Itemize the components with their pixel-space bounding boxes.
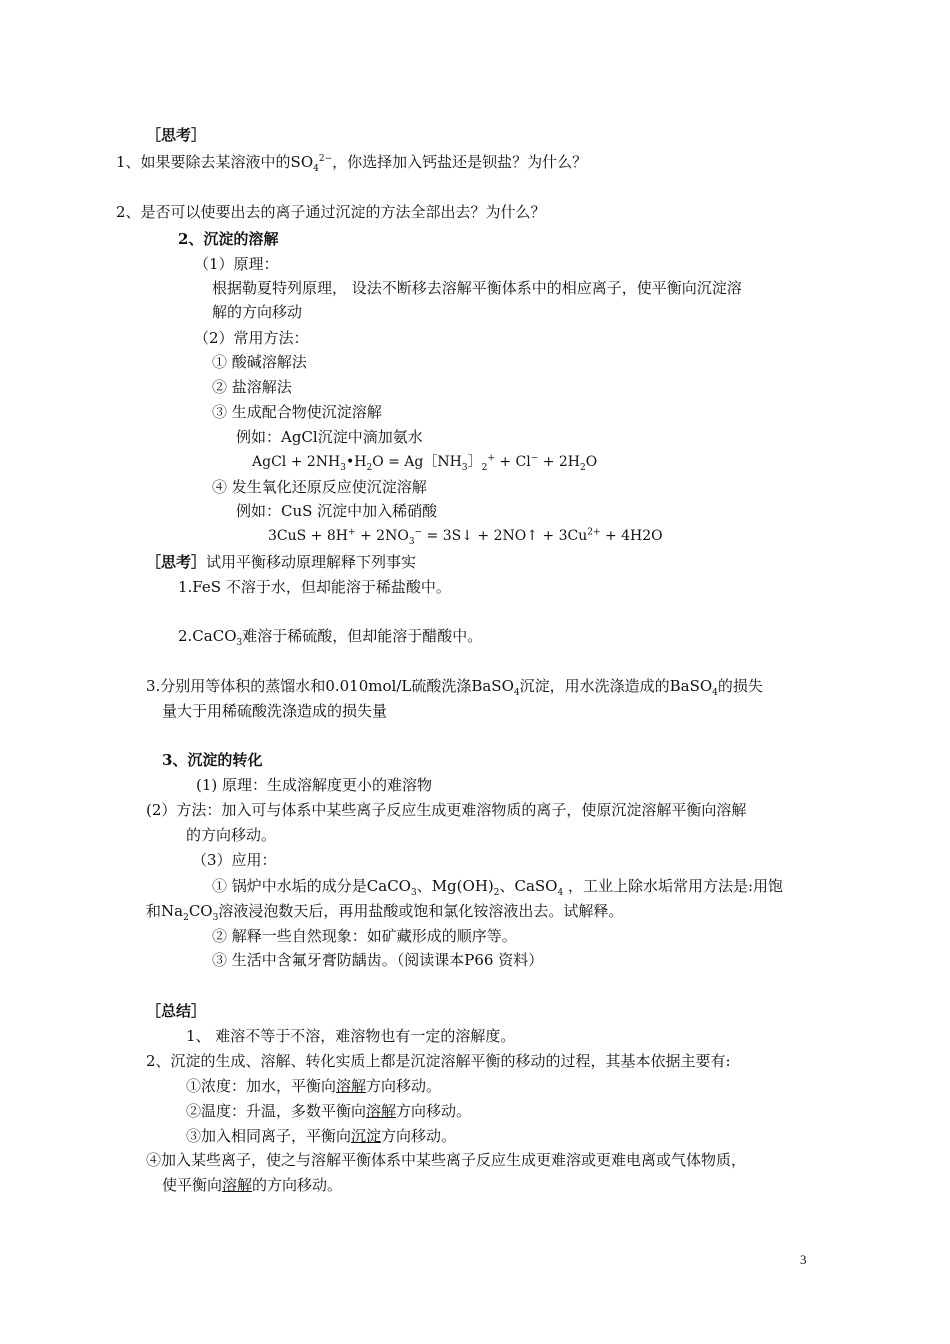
principle-body-1: 根据勒夏特列原理， 设法不断移去溶解平衡体系中的相应离子，使平衡向沉淀溶 bbox=[212, 279, 742, 297]
page-number: 3 bbox=[800, 1252, 807, 1267]
think-2-line: ［思考］试用平衡移动原理解释下列事实 bbox=[146, 553, 417, 571]
summary-common-ion: ③加入相同离子，平衡向沉淀方向移动。 bbox=[186, 1127, 457, 1145]
think-heading-2: ［思考］ bbox=[146, 553, 207, 571]
conversion-method-1: (2）方法：加入可与体系中某些离子反应生成更难溶物质的离子，使原沉淀溶解平衡向溶解 bbox=[146, 801, 747, 819]
methods-label: （2）常用方法： bbox=[194, 329, 309, 347]
principle-body-2: 解的方向移动 bbox=[212, 303, 303, 321]
section-title-conversion: 3、沉淀的转化 bbox=[162, 751, 263, 769]
summary-other-ions: ④加入某些离子，使之与溶解平衡体系中某些离子反应生成更难溶或更难电离或气体物质， bbox=[146, 1151, 747, 1169]
application-1: ① 锅炉中水垢的成分是CaCO$_3$、$Mg(OH)_2$、CaSO$_4$ ，工业上除水垢常用方法是:用饱 bbox=[212, 877, 784, 898]
equation-ammonia: AgCl + $2NH_3•H_2O$ = $Ag[NH_3]_2^+ + Cl^- + 2H_2O$ bbox=[252, 453, 598, 473]
think-heading-1: ［思考］ bbox=[146, 126, 207, 144]
equation-nitric: $3CuS + 8H^+ + 2NO_3^-$ = 3S↓ + 2NO↑ + $3Cu^{2+} + 4H2O$ bbox=[268, 527, 663, 547]
application-3: ③ 生活中含氟牙膏防龋齿。（阅读课本P66 资料） bbox=[212, 951, 544, 969]
summary-1: 1、 难溶不等于不溶，难溶物也有一定的溶解度。 bbox=[186, 1027, 516, 1045]
application-1-cont: 和$Na_2CO_3$溶液浸泡数天后，再用盐酸或饱和氯化铵溶液出去。试解释。 bbox=[146, 902, 624, 923]
method-1: ① 酸碱溶解法 bbox=[212, 353, 307, 371]
summary-heading: ［总结］ bbox=[146, 1002, 207, 1020]
question-1: 1、如果要除去某溶液中的$SO_4^{2-}$，你选择加入钙盐还是钡盐？为什么？ bbox=[116, 153, 588, 174]
fact-2: 2.CaCO$_3$难溶于稀硫酸，但却能溶于醋酸中。 bbox=[178, 627, 483, 648]
summary-temperature: ②温度：升温，多数平衡向溶解方向移动。 bbox=[186, 1102, 472, 1120]
application-label: （3）应用： bbox=[192, 851, 277, 869]
section-title-dissolution: 2、沉淀的溶解 bbox=[178, 230, 279, 248]
method-4: ④ 发生氧化还原反应使沉淀溶解 bbox=[212, 478, 427, 496]
summary-concentration: ①浓度：加水，平衡向溶解方向移动。 bbox=[186, 1077, 442, 1095]
method-4-example: 例如：CuS 沉淀中加入稀硝酸 bbox=[236, 502, 438, 520]
fact-3-cont: 量大于用稀硫酸洗涤造成的损失量 bbox=[162, 702, 388, 720]
conversion-principle: (1) 原理：生成溶解度更小的难溶物 bbox=[196, 776, 433, 794]
principle-label: （1）原理： bbox=[194, 255, 279, 273]
summary-other-ions-cont: 使平衡向溶解的方向移动。 bbox=[162, 1176, 343, 1194]
fact-1: 1.FeS 不溶于水，但却能溶于稀盐酸中。 bbox=[178, 578, 451, 596]
question-2: 2、是否可以使要出去的离子通过沉淀的方法全部出去？为什么？ bbox=[116, 203, 546, 221]
application-2: ② 解释一些自然现象：如矿藏形成的顺序等。 bbox=[212, 927, 517, 945]
conversion-method-2: 的方向移动。 bbox=[186, 826, 277, 844]
summary-2: 2、沉淀的生成、溶解、转化实质上都是沉淀溶解平衡的移动的过程，其基本依据主要有: bbox=[146, 1052, 731, 1070]
fact-3: 3.分别用等体积的蒸馏水和0.010mol/L硫酸洗涤BaSO$_4$沉淀，用水洗涤造成的BaSO$_4$的损失 bbox=[146, 677, 763, 698]
method-3-example: 例如：AgCl沉淀中滴加氨水 bbox=[236, 428, 423, 446]
method-2: ② 盐溶解法 bbox=[212, 378, 292, 396]
method-3: ③ 生成配合物使沉淀溶解 bbox=[212, 403, 382, 421]
